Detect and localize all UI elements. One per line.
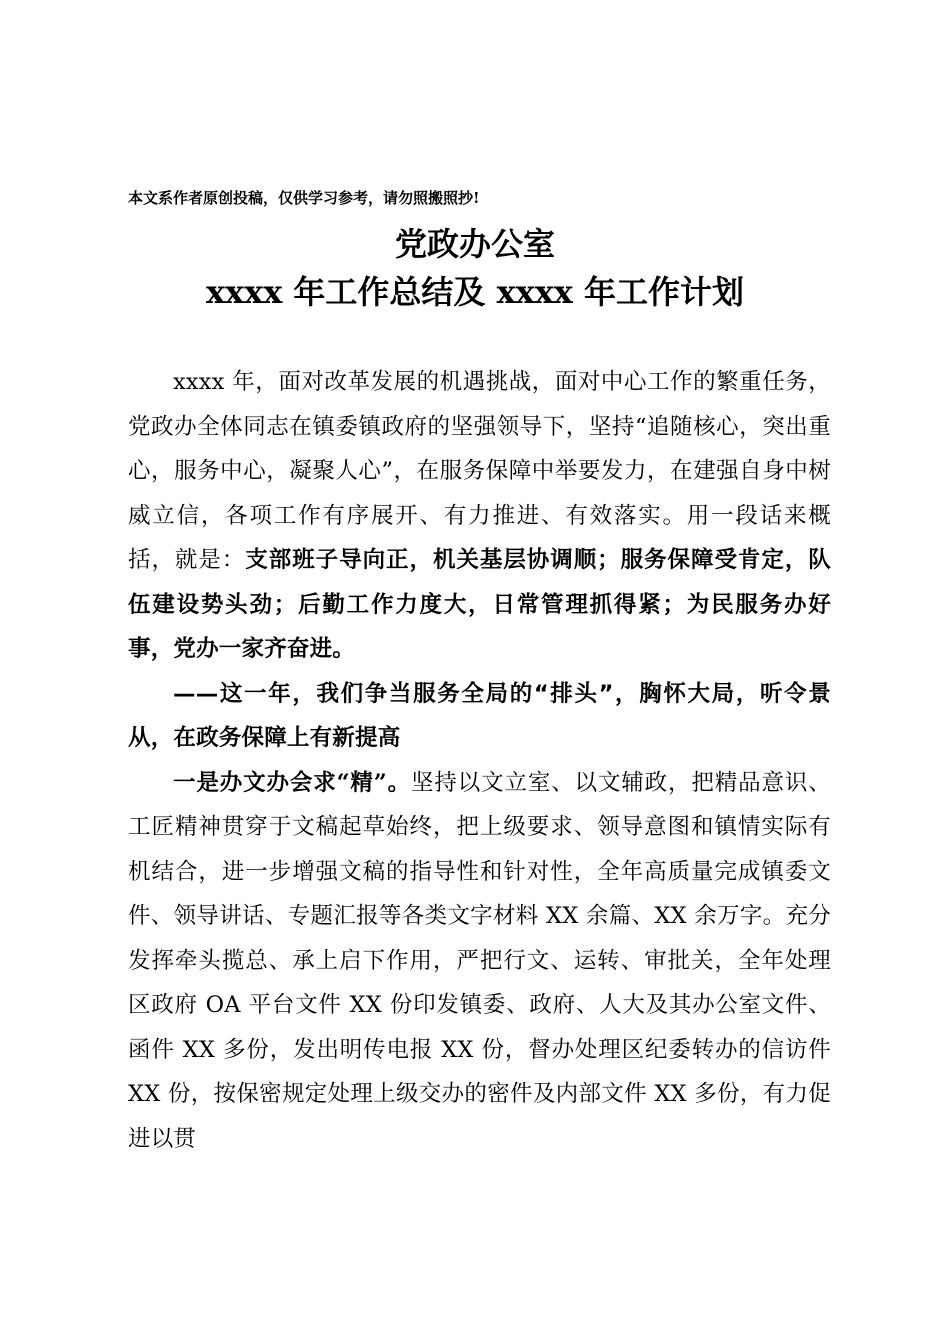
document-title-line-1: 党政办公室 — [394, 225, 555, 263]
point-1-lead: 一是办文办会求“精”。 — [173, 769, 411, 796]
point-1-text: 坚持以文立室、以文辅政，把精品意识、工匠精神贯穿于文稿起草始终，把上级要求、领导意图和镇情实际有机结合，进一步增强文稿的指导性和针对性，全年高质量完成镇委文件、领导讲话、专题汇报等各类文字材料 XX 余篇、XX 余万字。充分发挥牵头揽总、承上启下作用，严把行文、运转、审批关，全年处理区政府 OA 平台文件 XX 份印发镇委、政府、人大及其办公室文件、函件 XX 多份，发出明传电报 XX 份，督办处理区纪委转办的信访件 XX 份，按保密规定处理上级交办的密件及内部文件 XX 多份，有力促进以贯 — [128, 769, 831, 1152]
intro-paragraph — [128, 360, 831, 672]
copyright-notice: 本文系作者原创投稿，仅供学习参考，请勿照搬照抄! — [128, 189, 480, 207]
point-1-paragraph — [128, 761, 831, 1162]
document-body — [128, 360, 831, 1161]
document-title-line-2: xxxx 年工作总结及 xxxx 年工作计划 — [205, 273, 745, 311]
section-heading: ——这一年，我们争当服务全局的“排头”，胸怀大局，听令景从，在政务保障上有新提高 — [128, 680, 831, 751]
intro-bold-summary: 支部班子导向正，机关基层协调顺；服务保障受肯定，队伍建设势头劲；后勤工作力度大，日常管理抓得紧；为民服务办好事，党办一家齐奋进。 — [128, 547, 831, 662]
intro-text: xxxx 年，面对改革发展的机遇挑战，面对中心工作的繁重任务，党政办全体同志在镇委镇政府的坚强领导下，坚持“追随核心，突出重心，服务中心，凝聚人心”，在服务保障中举要发力，在建强自身中树威立信，各项工作有序展开、有力推进、有效落实。用一段话来概括，就是： — [128, 369, 831, 573]
